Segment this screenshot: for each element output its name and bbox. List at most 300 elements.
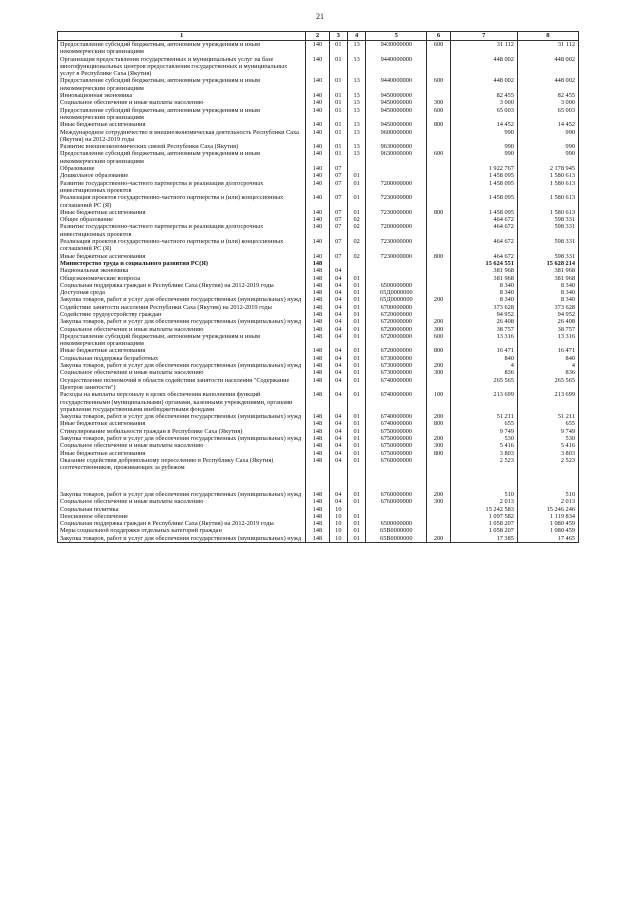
row-pr: 01 [347,304,365,311]
row-rz: 04 [329,457,347,491]
table-row [58,260,579,267]
row-pr: 01 [347,498,365,505]
row-name: Иные бюджетные ассигнования [58,347,306,354]
row-sum-1: 464 672 [450,238,517,253]
row-cs: 6720000000 [366,347,427,354]
row-sum-1: 836 [450,369,517,376]
table-row [58,420,579,427]
row-rz: 01 [329,150,347,165]
row-rz: 07 [329,165,347,172]
row-gr: 140 [306,194,329,209]
row-gr: 148 [306,527,329,534]
row-vr [427,56,450,78]
table-row [58,498,579,505]
row-sum-2: 1 080 459 [517,527,578,534]
row-name: Дошкольное образование [58,172,306,179]
row-sum-2: 990 [517,150,578,165]
table-row [58,355,579,362]
row-pr: 01 [347,172,365,179]
row-vr: 200 [427,491,450,498]
row-vr [427,520,450,527]
row-sum-1: 1 058 207 [450,527,517,534]
row-name: Предоставление субсидий бюджетным, автономным учреждениям и иным некоммерческим организациям [58,333,306,348]
row-name: Общее образование [58,216,306,223]
row-cs: 6740000000 [366,377,427,392]
row-name: Доступная среда [58,289,306,296]
row-cs: 6730000000 [366,355,427,362]
row-sum-1: 51 211 [450,413,517,420]
row-name: Развитие внешнеэкономических связей Республики Саха (Якутия) [58,143,306,150]
row-vr: 300 [427,442,450,449]
row-pr: 01 [347,513,365,520]
table-row [58,347,579,354]
table-row [58,442,579,449]
row-vr: 300 [427,99,450,106]
row-vr: 800 [427,450,450,457]
row-sum-1: 265 565 [450,377,517,392]
row-sum-1: 464 672 [450,223,517,238]
row-gr: 148 [306,347,329,354]
row-name: Закупка товаров, работ и услуг для обеспечения государственных (муниципальных) нужд [58,413,306,420]
row-name: Оказание содействия добровольному переселению в Республику Саха (Якутия) соотечественников, проживающих за рубежом [58,457,306,491]
row-rz: 04 [329,391,347,413]
row-cs [366,216,427,223]
row-gr: 148 [306,513,329,520]
row-sum-2: 4 [517,362,578,369]
row-cs [366,513,427,520]
row-pr: 01 [347,209,365,216]
row-cs: 6720000000 [366,318,427,325]
row-rz: 04 [329,289,347,296]
row-rz: 04 [329,282,347,289]
row-rz: 04 [329,413,347,420]
table-row [58,520,579,527]
row-rz: 01 [329,121,347,128]
row-pr: 01 [347,435,365,442]
row-rz: 01 [329,92,347,99]
row-gr: 140 [306,77,329,92]
row-pr: 01 [347,362,365,369]
row-vr: 200 [427,296,450,303]
row-name: Иные бюджетные ассигнования [58,450,306,457]
row-name: Социальное обеспечение и иные выплаты населению [58,442,306,449]
row-rz: 04 [329,435,347,442]
row-cs: 65Д0000000 [366,296,427,303]
table-row [58,180,579,195]
row-sum-2: 2 178 945 [517,165,578,172]
row-rz: 04 [329,428,347,435]
row-name: Содействие занятости населения Республики Саха (Якутия) на 2012-2019 годы [58,304,306,311]
row-rz: 01 [329,77,347,92]
row-vr: 600 [427,150,450,165]
row-vr: 800 [427,347,450,354]
table-row [58,311,579,318]
row-vr [427,180,450,195]
row-name: Социальная поддержка граждан в Республике Саха (Якутия) на 2012-2019 годы [58,282,306,289]
row-cs [366,267,427,274]
row-sum-2: 598 331 [517,253,578,260]
row-name: Иные бюджетные ассигнования [58,121,306,128]
table-row [58,450,579,457]
row-rz: 07 [329,253,347,260]
header-col-8: 8 [517,32,578,41]
row-name: Содействие трудоустройству граждан [58,311,306,318]
header-col-5: 5 [366,32,427,41]
row-sum-1: 840 [450,355,517,362]
row-vr: 200 [427,435,450,442]
row-pr: 02 [347,253,365,260]
row-cs: 9450000000 [366,121,427,128]
row-sum-2: 94 952 [517,311,578,318]
table-row [58,56,579,78]
row-rz: 04 [329,420,347,427]
row-rz: 04 [329,377,347,392]
row-sum-1: 448 002 [450,56,517,78]
row-name: Социальное обеспечение и иные выплаты населению [58,326,306,333]
row-gr: 148 [306,318,329,325]
row-vr [427,223,450,238]
header-row [58,32,579,41]
row-cs: 6750000000 [366,428,427,435]
row-rz: 04 [329,333,347,348]
row-sum-2: 381 968 [517,267,578,274]
row-pr: 02 [347,223,365,238]
row-pr: 13 [347,121,365,128]
row-sum-2: 265 565 [517,377,578,392]
row-gr: 140 [306,121,329,128]
row-gr: 140 [306,216,329,223]
row-vr [427,92,450,99]
row-sum-1: 65 003 [450,107,517,122]
row-rz: 04 [329,347,347,354]
row-cs: 7200000000 [366,223,427,238]
table-row [58,238,579,253]
row-pr: 01 [347,194,365,209]
row-pr [347,165,365,172]
table-row [58,362,579,369]
row-sum-1: 3 803 [450,450,517,457]
row-name: Социальная поддержка безработных [58,355,306,362]
row-cs: 6720000000 [366,311,427,318]
table-row [58,216,579,223]
row-gr: 140 [306,107,329,122]
row-rz: 04 [329,318,347,325]
table-row [58,413,579,420]
row-vr: 200 [427,535,450,543]
row-sum-2: 15 246 246 [517,506,578,513]
row-sum-2: 598 331 [517,223,578,238]
row-sum-2: 65 003 [517,107,578,122]
row-vr: 200 [427,362,450,369]
row-cs: 65Д0000000 [366,289,427,296]
table-body [58,41,579,543]
header-col-4: 4 [347,32,365,41]
row-rz: 10 [329,520,347,527]
row-gr: 148 [306,369,329,376]
table-row [58,41,579,56]
table-row [58,223,579,238]
row-name: Инновационная экономика [58,92,306,99]
row-sum-2: 1 080 459 [517,520,578,527]
row-cs: 65В0000000 [366,527,427,534]
row-cs: 6730000000 [366,369,427,376]
row-gr: 140 [306,129,329,144]
row-sum-2: 510 [517,491,578,498]
row-cs [366,275,427,282]
row-vr [427,304,450,311]
row-rz: 04 [329,498,347,505]
header-col-6: 6 [427,32,450,41]
row-pr: 01 [347,442,365,449]
table-row [58,99,579,106]
row-cs: 6500000000 [366,282,427,289]
row-cs: 7230000000 [366,238,427,253]
row-cs: 6740000000 [366,420,427,427]
row-pr: 01 [347,491,365,498]
row-sum-1: 1 458 095 [450,194,517,209]
row-pr: 01 [347,311,365,318]
row-sum-2: 598 331 [517,238,578,253]
row-pr: 01 [347,428,365,435]
table-row [58,282,579,289]
row-cs: 65В0000000 [366,535,427,543]
row-gr: 148 [306,442,329,449]
row-vr [427,165,450,172]
row-name: Осуществление полномочий в области содействия занятости населения "Содержание Центров занятости") [58,377,306,392]
row-gr: 140 [306,253,329,260]
row-sum-1: 1 458 095 [450,180,517,195]
row-name: Стимулирование мобильности граждан в Республике Саха (Якутия) [58,428,306,435]
row-sum-1: 14 452 [450,121,517,128]
row-sum-1: 990 [450,150,517,165]
row-vr: 800 [427,209,450,216]
table-row [58,172,579,179]
row-gr: 140 [306,209,329,216]
table-row [58,491,579,498]
row-pr: 01 [347,333,365,348]
row-rz: 10 [329,506,347,513]
row-rz: 07 [329,180,347,195]
row-sum-2: 655 [517,420,578,427]
row-sum-1: 373 628 [450,304,517,311]
row-sum-1: 17 385 [450,535,517,543]
table-row [58,77,579,92]
row-rz: 07 [329,194,347,209]
table-row [58,194,579,209]
row-pr: 01 [347,391,365,413]
row-sum-1: 2 013 [450,498,517,505]
row-gr: 148 [306,450,329,457]
row-sum-1: 8 340 [450,296,517,303]
row-gr: 148 [306,391,329,413]
table-row [58,107,579,122]
row-sum-1: 38 757 [450,326,517,333]
row-sum-2: 82 455 [517,92,578,99]
table-row [58,289,579,296]
row-sum-1: 82 455 [450,92,517,99]
row-pr: 01 [347,527,365,534]
row-sum-2: 14 452 [517,121,578,128]
row-rz: 07 [329,209,347,216]
row-rz: 04 [329,362,347,369]
table-row [58,369,579,376]
row-vr: 300 [427,369,450,376]
row-pr: 13 [347,56,365,78]
row-name: Социальная политика [58,506,306,513]
row-sum-1: 990 [450,143,517,150]
row-pr: 01 [347,318,365,325]
row-pr: 13 [347,92,365,99]
row-pr: 01 [347,369,365,376]
row-rz: 04 [329,450,347,457]
row-sum-2: 840 [517,355,578,362]
row-sum-2: 38 757 [517,326,578,333]
row-vr [427,216,450,223]
row-sum-1: 31 112 [450,41,517,56]
row-sum-1: 464 672 [450,253,517,260]
row-vr: 200 [427,318,450,325]
table-row [58,296,579,303]
row-rz: 07 [329,172,347,179]
row-name: Иные бюджетные ассигнования [58,253,306,260]
row-cs: 6720000000 [366,326,427,333]
row-pr: 13 [347,41,365,56]
row-pr: 01 [347,535,365,543]
row-sum-1: 1 458 095 [450,172,517,179]
row-pr: 01 [347,450,365,457]
row-sum-2: 31 112 [517,41,578,56]
table-row [58,92,579,99]
row-pr: 01 [347,347,365,354]
row-cs: 7230000000 [366,194,427,209]
row-cs: 6750000000 [366,450,427,457]
row-name: Предоставление субсидий бюджетным, автономным учреждениям и иным некоммерческим организациям [58,150,306,165]
row-rz: 04 [329,275,347,282]
row-cs: 6700000000 [366,304,427,311]
row-vr: 200 [427,413,450,420]
row-sum-2: 51 211 [517,413,578,420]
row-gr: 148 [306,435,329,442]
table-row [58,506,579,513]
row-sum-1: 1 058 207 [450,520,517,527]
row-gr: 148 [306,457,329,491]
row-rz: 10 [329,527,347,534]
row-gr: 140 [306,56,329,78]
table-row [58,267,579,274]
row-sum-2: 5 416 [517,442,578,449]
row-sum-2: 448 002 [517,56,578,78]
row-sum-2: 3 803 [517,450,578,457]
row-pr: 01 [347,420,365,427]
table-row [58,129,579,144]
row-cs: 9600000000 [366,129,427,144]
table-row [58,457,579,491]
row-pr: 13 [347,99,365,106]
table-row [58,428,579,435]
row-cs: 9440000000 [366,77,427,92]
table-row [58,150,579,165]
row-gr: 140 [306,180,329,195]
row-sum-2: 836 [517,369,578,376]
row-name: Закупка товаров, работ и услуг для обеспечения государственных (муниципальных) нужд [58,318,306,325]
row-gr: 148 [306,289,329,296]
row-pr: 01 [347,413,365,420]
row-sum-2: 8 340 [517,289,578,296]
row-cs: 9440000000 [366,56,427,78]
page-number: 21 [316,12,324,21]
row-name: Социальное обеспечение и иные выплаты населению [58,369,306,376]
row-sum-2: 13 316 [517,333,578,348]
row-vr: 600 [427,107,450,122]
row-pr: 13 [347,107,365,122]
row-name: Социальное обеспечение и иные выплаты населению [58,498,306,505]
row-sum-2: 8 340 [517,296,578,303]
row-pr: 13 [347,150,365,165]
row-pr [347,506,365,513]
row-rz: 01 [329,41,347,56]
row-sum-1: 1 458 095 [450,209,517,216]
row-vr: 600 [427,333,450,348]
row-vr: 300 [427,326,450,333]
row-vr [427,275,450,282]
row-cs: 6760000000 [366,491,427,498]
row-gr: 140 [306,172,329,179]
row-sum-1: 448 002 [450,77,517,92]
row-vr [427,527,450,534]
row-vr: 600 [427,77,450,92]
row-gr: 140 [306,41,329,56]
row-cs: 9450000000 [366,99,427,106]
row-name: Социальная поддержка граждан в Республике Саха (Якутия) на 2012-2019 годы [58,520,306,527]
row-gr: 148 [306,296,329,303]
row-pr: 01 [347,282,365,289]
row-vr [427,513,450,520]
row-vr: 600 [427,41,450,56]
row-rz: 04 [329,442,347,449]
table-row [58,209,579,216]
row-name: Общеэкономические вопросы [58,275,306,282]
row-name: Закупка товаров, работ и услуг для обеспечения государственных (муниципальных) нужд [58,362,306,369]
table-row [58,435,579,442]
row-sum-1: 94 952 [450,311,517,318]
row-sum-1: 5 416 [450,442,517,449]
row-sum-2: 1 580 613 [517,172,578,179]
row-cs: 6740000000 [366,413,427,420]
row-name: Развитие государственно-частного партнерства и реализация долгосрочных инвестиционных проектов [58,180,306,195]
row-rz: 07 [329,238,347,253]
row-gr: 148 [306,377,329,392]
row-rz: 01 [329,56,347,78]
row-gr: 140 [306,165,329,172]
table-row [58,304,579,311]
row-pr: 13 [347,77,365,92]
row-cs: 7230000000 [366,209,427,216]
row-vr [427,172,450,179]
row-sum-1: 655 [450,420,517,427]
row-vr [427,282,450,289]
row-sum-1: 4 [450,362,517,369]
row-gr: 148 [306,520,329,527]
row-sum-2: 15 628 214 [517,260,578,267]
row-gr: 140 [306,99,329,106]
row-vr [427,143,450,150]
row-name: Закупка товаров, работ и услуг для обеспечения государственных (муниципальных) нужд [58,435,306,442]
row-gr: 148 [306,282,329,289]
row-cs: 6740000000 [366,391,427,413]
row-sum-1: 990 [450,129,517,144]
row-vr [427,355,450,362]
row-sum-2: 17 465 [517,535,578,543]
